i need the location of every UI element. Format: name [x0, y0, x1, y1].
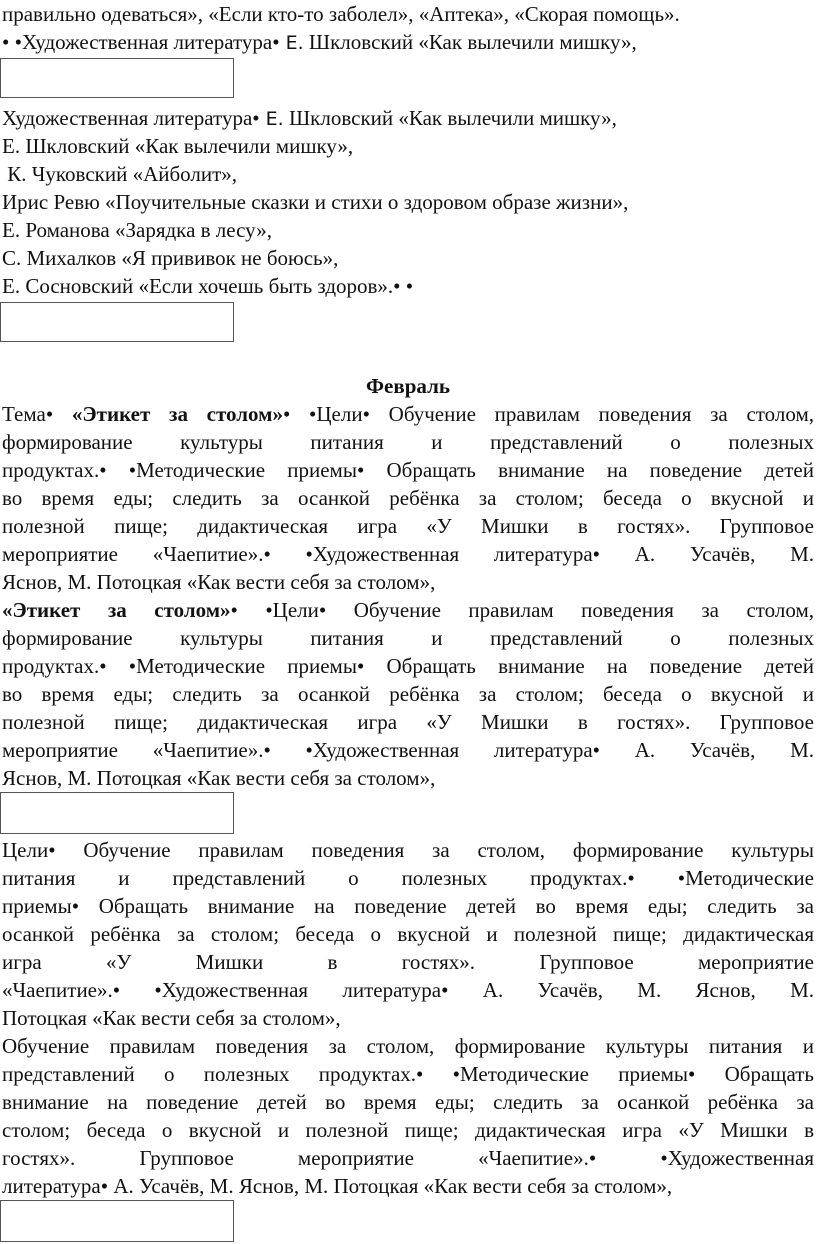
- text-line: Ирис Ревю «Поучительные сказки и стихи о здоровом образе жизни»,: [2, 190, 629, 214]
- line-sans-fragment: Е.: [279, 32, 304, 54]
- line-rest: Шкловский «Как вылечили мишку»,: [283, 106, 617, 130]
- empty-image-frame: [0, 302, 234, 342]
- text-line: полезной пище; дидактическая игра «У Мишки в гостях». Групповое: [2, 514, 814, 538]
- line-sans-fragment: Е.: [259, 108, 284, 130]
- text-line: гостях». Групповое мероприятие «Чаепитие».• •Художественная: [2, 1146, 814, 1170]
- text-line: Е. Романова «Зарядка в лесу»,: [2, 218, 272, 242]
- text-line: Яснов, М. Потоцкая «Как вести себя за столом»,: [2, 570, 436, 594]
- text-line: мероприятие «Чаепитие».• •Художественная литература• А. Усачёв, М.: [2, 542, 814, 566]
- text-line: литература• А. Усачёв, М. Яснов, М. Потоцкая «Как вести себя за столом»,: [2, 1174, 673, 1198]
- text-line: формирование культуры питания и представлений о полезных: [2, 626, 814, 650]
- text-line: приемы• Обращать внимание на поведение детей во время еды; следить за: [2, 894, 814, 918]
- empty-image-frame: [0, 1200, 234, 1242]
- text-line: питания и представлений о полезных продуктах.• •Методические: [2, 866, 814, 890]
- text-line: осанкой ребёнка за столом; беседа о вкусной и полезной пище; дидактическая: [2, 922, 814, 946]
- text-line: Яснов, М. Потоцкая «Как вести себя за столом»,: [2, 766, 436, 790]
- empty-image-frame: [0, 792, 234, 834]
- line-rest: • •Цели• Обучение правилам поведения за столом,: [282, 402, 815, 426]
- text-line: правильно одеваться», «Если кто-то заболел», «Аптека», «Скорая помощь».: [2, 2, 680, 26]
- text-line: внимание на поведение детей во время еды; следить за осанкой ребёнка за: [2, 1090, 814, 1114]
- text-line: Е. Шкловский «Как вылечили мишку»,: [2, 134, 354, 158]
- text-line: [2, 104, 814, 132]
- topic-title: «Этикет за столом»: [71, 402, 283, 426]
- text-line: представлений о полезных продуктах.• •Методические приемы• Обращать: [2, 1062, 814, 1086]
- topic-title: «Этикет за столом»: [2, 598, 231, 622]
- line-rest: • •Цели• Обучение правилам поведения за столом,: [230, 598, 815, 622]
- text-line: Обучение правилам поведения за столом, формирование культуры питания и: [2, 1034, 814, 1058]
- text-line: формирование культуры питания и представлений о полезных: [2, 430, 814, 454]
- text-line: К. Чуковский «Айболит»,: [2, 162, 238, 186]
- text-line: во время еды; следить за осанкой ребёнка за столом; беседа о вкусной и: [2, 682, 814, 706]
- text-line: С. Михалков «Я прививок не боюсь»,: [2, 246, 339, 270]
- text-line: [2, 596, 814, 624]
- text-line: столом; беседа о вкусной и полезной пище; дидактическая игра «У Мишки в: [2, 1118, 814, 1142]
- section-heading: Февраль: [366, 374, 450, 398]
- line-prefix: Художественная литература•: [2, 106, 260, 130]
- text-line: [2, 400, 814, 428]
- text-line: продуктах.• •Методические приемы• Обращать внимание на поведение детей: [2, 458, 814, 482]
- line-rest: Шкловский «Как вылечили мишку»,: [303, 30, 637, 54]
- empty-image-frame: [0, 58, 234, 98]
- text-line: [2, 28, 814, 56]
- text-line: Е. Сосновский «Если хочешь быть здоров».• •: [2, 274, 414, 298]
- text-line: Потоцкая «Как вести себя за столом»,: [2, 1006, 341, 1030]
- line-prefix: • •Художественная литература•: [2, 30, 280, 54]
- text-line: Цели• Обучение правилам поведения за столом, формирование культуры: [2, 838, 814, 862]
- text-line: полезной пище; дидактическая игра «У Мишки в гостях». Групповое: [2, 710, 814, 734]
- text-line: продуктах.• •Методические приемы• Обращать внимание на поведение детей: [2, 654, 814, 678]
- text-line: во время еды; следить за осанкой ребёнка за столом; беседа о вкусной и: [2, 486, 814, 510]
- text-line: мероприятие «Чаепитие».• •Художественная литература• А. Усачёв, М.: [2, 738, 814, 762]
- text-line: «Чаепитие».• •Художественная литература• А. Усачёв, М. Яснов, М.: [2, 978, 814, 1002]
- line-prefix: Тема•: [2, 402, 72, 426]
- text-line: игра «У Мишки в гостях». Групповое мероприятие: [2, 950, 814, 974]
